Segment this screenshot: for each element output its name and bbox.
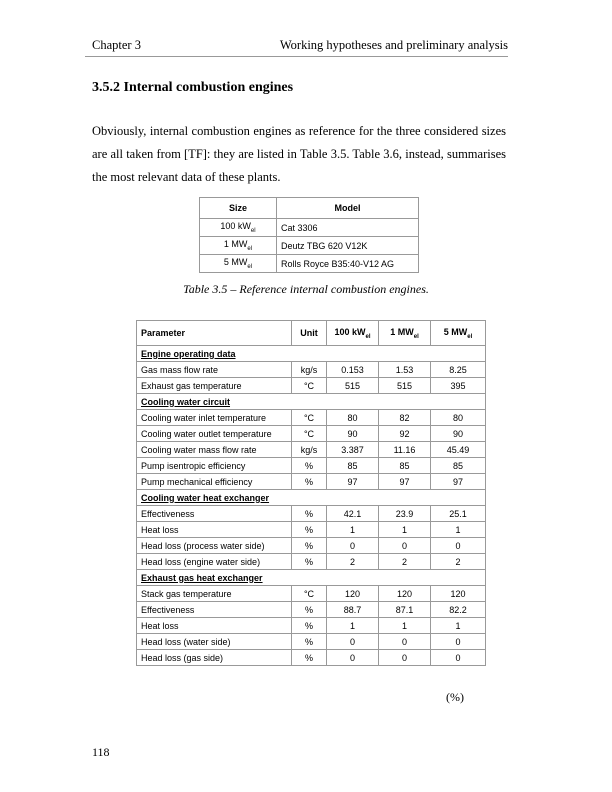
table-row xyxy=(200,237,419,255)
reference-engines-table xyxy=(199,197,419,273)
unit-cell: °C xyxy=(292,378,327,394)
header-label: Parameter xyxy=(141,328,186,338)
table-row xyxy=(137,474,486,490)
size-cell xyxy=(200,237,277,255)
value-cell: 515 xyxy=(327,378,379,394)
size-cell xyxy=(200,219,277,237)
table-row xyxy=(200,219,419,237)
unit-cell: % xyxy=(292,458,327,474)
column-header: Size xyxy=(200,198,277,219)
table-row xyxy=(137,362,486,378)
parameter-cell: Head loss (process water side) xyxy=(137,538,292,554)
value-cell: 1 xyxy=(379,522,431,538)
header-subscript: el xyxy=(467,333,473,340)
value-cell: 120 xyxy=(379,586,431,602)
parameter-cell: Stack gas temperature xyxy=(137,586,292,602)
table-row xyxy=(137,378,486,394)
model-cell: Rolls Royce B35:40-V12 AG xyxy=(277,255,419,273)
value-cell: 87.1 xyxy=(379,602,431,618)
section-row xyxy=(137,346,486,362)
column-header xyxy=(379,321,431,346)
column-header xyxy=(327,321,379,346)
unit-cell: % xyxy=(292,538,327,554)
value-cell: 0 xyxy=(431,650,486,666)
value-cell: 0.153 xyxy=(327,362,379,378)
parameter-cell: Pump isentropic efficiency xyxy=(137,458,292,474)
parameter-cell: Effectiveness xyxy=(137,506,292,522)
unit-cell: % xyxy=(292,650,327,666)
header-label: 100 kW xyxy=(334,326,366,337)
header-label: 5 MW xyxy=(443,326,468,337)
value-cell: 42.1 xyxy=(327,506,379,522)
parameter-cell: Gas mass flow rate xyxy=(137,362,292,378)
section-heading: Engine operating data xyxy=(137,346,486,362)
value-cell: 8.25 xyxy=(431,362,486,378)
unit-cell: % xyxy=(292,506,327,522)
unit-cell: % xyxy=(292,554,327,570)
value-cell: 3.387 xyxy=(327,442,379,458)
size-subscript: el xyxy=(247,245,253,252)
value-cell: 97 xyxy=(431,474,486,490)
section-heading: Exhaust gas heat exchanger xyxy=(137,570,486,586)
parameter-cell: Effectiveness xyxy=(137,602,292,618)
parameter-cell: Cooling water outlet temperature xyxy=(137,426,292,442)
section-heading: Cooling water heat exchanger xyxy=(137,490,486,506)
value-cell: 0 xyxy=(327,634,379,650)
value-cell: 395 xyxy=(431,378,486,394)
value-cell: 0 xyxy=(379,634,431,650)
section-title: 3.5.2 Internal combustion engines xyxy=(92,80,294,95)
header-label: Unit xyxy=(300,328,318,338)
table-row xyxy=(137,634,486,650)
parameter-cell: Heat loss xyxy=(137,618,292,634)
value-cell: 515 xyxy=(379,378,431,394)
column-header xyxy=(137,321,292,346)
parameter-cell: Cooling water mass flow rate xyxy=(137,442,292,458)
page-number: 118 xyxy=(92,745,110,759)
header-subscript: el xyxy=(365,333,371,340)
value-cell: 11.16 xyxy=(379,442,431,458)
value-cell: 80 xyxy=(431,410,486,426)
value-cell: 0 xyxy=(431,538,486,554)
header-label: 1 MW xyxy=(390,326,414,337)
value-cell: 2 xyxy=(379,554,431,570)
unit-cell: % xyxy=(292,634,327,650)
parameter-cell: Head loss (gas side) xyxy=(137,650,292,666)
value-cell: 80 xyxy=(327,410,379,426)
section-row xyxy=(137,490,486,506)
value-cell: 23.9 xyxy=(379,506,431,522)
size-value: 5 MW xyxy=(223,257,248,268)
section-row xyxy=(137,570,486,586)
running-header-title: Working hypotheses and preliminary analysis xyxy=(279,38,508,52)
model-cell: Deutz TBG 620 V12K xyxy=(277,237,419,255)
table-row xyxy=(137,442,486,458)
table-caption: Table 3.5 – Reference internal combustion engines. xyxy=(183,282,429,296)
unit-cell: % xyxy=(292,602,327,618)
value-cell: 85 xyxy=(431,458,486,474)
value-cell: 88.7 xyxy=(327,602,379,618)
table-row xyxy=(137,618,486,634)
parameter-cell: Pump mechanical efficiency xyxy=(137,474,292,490)
parameter-cell: Head loss (water side) xyxy=(137,634,292,650)
parameter-cell: Cooling water inlet temperature xyxy=(137,410,292,426)
parameter-cell: Exhaust gas temperature xyxy=(137,378,292,394)
table-row xyxy=(137,458,486,474)
value-cell: 82.2 xyxy=(431,602,486,618)
size-subscript: el xyxy=(247,263,253,270)
engine-data-table xyxy=(136,320,486,666)
value-cell: 82 xyxy=(379,410,431,426)
value-cell: 2 xyxy=(327,554,379,570)
value-cell: 0 xyxy=(431,634,486,650)
section-row xyxy=(137,394,486,410)
table-row xyxy=(137,650,486,666)
value-cell: 0 xyxy=(327,650,379,666)
value-cell: 1 xyxy=(431,618,486,634)
value-cell: 0 xyxy=(327,538,379,554)
parameter-cell: Head loss (engine water side) xyxy=(137,554,292,570)
column-header: Model xyxy=(277,198,419,219)
table-row xyxy=(137,426,486,442)
column-header xyxy=(292,321,327,346)
size-value: 100 kW xyxy=(220,221,251,232)
unit-cell: °C xyxy=(292,586,327,602)
table-row xyxy=(137,602,486,618)
table-row xyxy=(137,522,486,538)
unit-cell: °C xyxy=(292,426,327,442)
value-cell: 45.49 xyxy=(431,442,486,458)
unit-cell: °C xyxy=(292,410,327,426)
value-cell: 90 xyxy=(327,426,379,442)
unit-cell: % xyxy=(292,618,327,634)
value-cell: 85 xyxy=(327,458,379,474)
size-value: 1 MW xyxy=(223,239,248,250)
unit-cell: kg/s xyxy=(292,362,327,378)
size-cell xyxy=(200,255,277,273)
value-cell: 25.1 xyxy=(431,506,486,522)
section-heading: Cooling water circuit xyxy=(137,394,486,410)
column-header xyxy=(431,321,486,346)
value-cell: 1 xyxy=(327,522,379,538)
unit-cell: kg/s xyxy=(292,442,327,458)
table-row xyxy=(200,255,419,273)
value-cell: 120 xyxy=(327,586,379,602)
value-cell: 1 xyxy=(431,522,486,538)
table-row xyxy=(137,554,486,570)
value-cell: 1 xyxy=(379,618,431,634)
table-row xyxy=(137,538,486,554)
value-cell: 1.53 xyxy=(379,362,431,378)
value-cell: 0 xyxy=(379,650,431,666)
body-paragraph: Obviously, internal combustion engines as reference for the three considered sizes are all taken from [TF]: they are listed in Table 3.5. Table 3.6, instead, summarises the most relevant data of these plants. xyxy=(92,124,506,184)
value-cell: 85 xyxy=(379,458,431,474)
value-cell: 92 xyxy=(379,426,431,442)
trailing-note: (%) xyxy=(446,690,464,704)
value-cell: 2 xyxy=(431,554,486,570)
header-rule xyxy=(85,56,508,57)
unit-cell: % xyxy=(292,522,327,538)
value-cell: 0 xyxy=(379,538,431,554)
value-cell: 90 xyxy=(431,426,486,442)
unit-cell: % xyxy=(292,474,327,490)
header-subscript: el xyxy=(413,333,419,340)
table-row xyxy=(137,410,486,426)
running-header-chapter: Chapter 3 xyxy=(92,38,141,52)
value-cell: 1 xyxy=(327,618,379,634)
value-cell: 97 xyxy=(379,474,431,490)
value-cell: 120 xyxy=(431,586,486,602)
table-row xyxy=(137,506,486,522)
size-subscript: el xyxy=(250,227,256,234)
value-cell: 97 xyxy=(327,474,379,490)
parameter-cell: Heat loss xyxy=(137,522,292,538)
model-cell: Cat 3306 xyxy=(277,219,419,237)
table-row xyxy=(137,586,486,602)
